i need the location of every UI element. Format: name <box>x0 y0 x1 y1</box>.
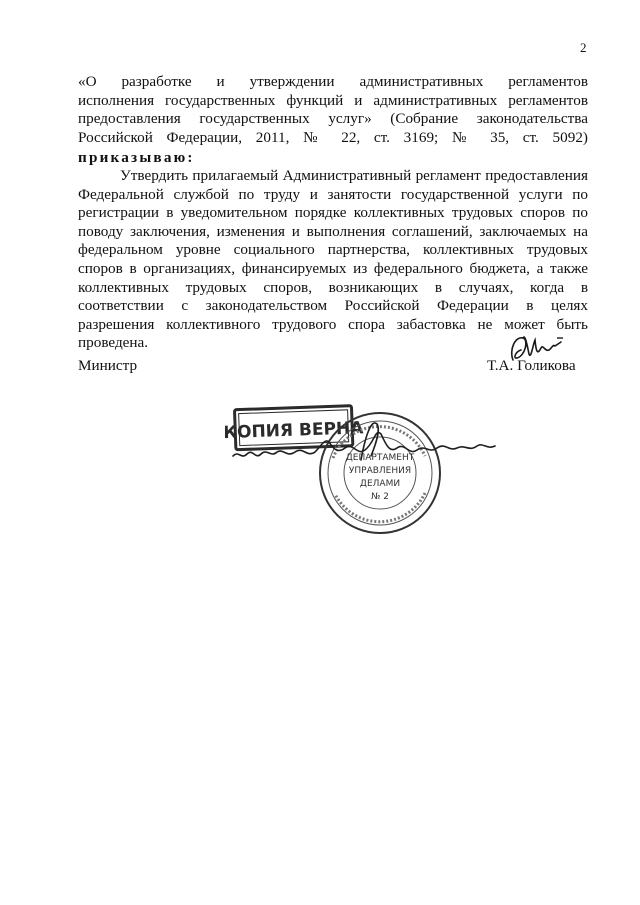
page-number: 2 <box>580 40 587 55</box>
body-line: Федеральной службой по труду и занятости государственной услуги по <box>78 185 588 203</box>
seal-line: ДЕЛАМИ <box>359 479 401 489</box>
preamble-line: предоставления государственных услуг» (Собрание законодательства <box>78 110 588 128</box>
seal-line: УПРАВЛЕНИЯ <box>348 466 412 476</box>
body-line: споров в организациях, финансируемых из федерального бюджета, а также <box>78 259 588 277</box>
stamp-area <box>225 398 525 548</box>
body-line: Утвердить прилагаемый Административный регламент предоставления <box>120 167 588 184</box>
round-seal <box>320 413 440 533</box>
order-body-text <box>78 167 588 353</box>
preamble-line: исполнения государственных функций и административных регламентов <box>78 91 588 109</box>
body-line: федеральном уровне социального партнерства, коллективных трудовых <box>78 241 588 259</box>
body-line: поводу заключения, изменения и выполнения соглашений, заключаемых на <box>78 222 588 240</box>
body-line: соответствии с законодательством Российской Федерации в целях <box>78 297 588 315</box>
seal-line: № 2 <box>371 492 389 502</box>
minister-name: Т.А. Голикова <box>487 357 576 374</box>
official-stamp-and-seal <box>225 398 525 548</box>
body-line: проведена. <box>78 334 149 352</box>
preamble-text <box>78 73 588 147</box>
body-line: разрешения коллективного трудового спора забастовка не может быть <box>78 315 588 333</box>
copy-certified-stamp <box>225 405 365 450</box>
preamble-line: Российской Федерации, 2011, № 22, ст. 3169; № 35, ст. 5092) <box>78 128 588 146</box>
body-line: регистрации в уведомительном порядке коллективных трудовых споров по <box>78 204 588 222</box>
order-word: приказываю: <box>78 149 195 166</box>
seal-line: ДЕПАРТАМЕНТ <box>345 453 415 463</box>
preamble-line: «О разработке и утверждении административных регламентов <box>78 73 588 90</box>
stamp-box-text: КОПИЯ ВЕРНА <box>225 418 364 444</box>
minister-title: Министр <box>78 357 138 374</box>
body-line: коллективных трудовых споров, возникающих в случаях, когда в <box>78 278 588 296</box>
